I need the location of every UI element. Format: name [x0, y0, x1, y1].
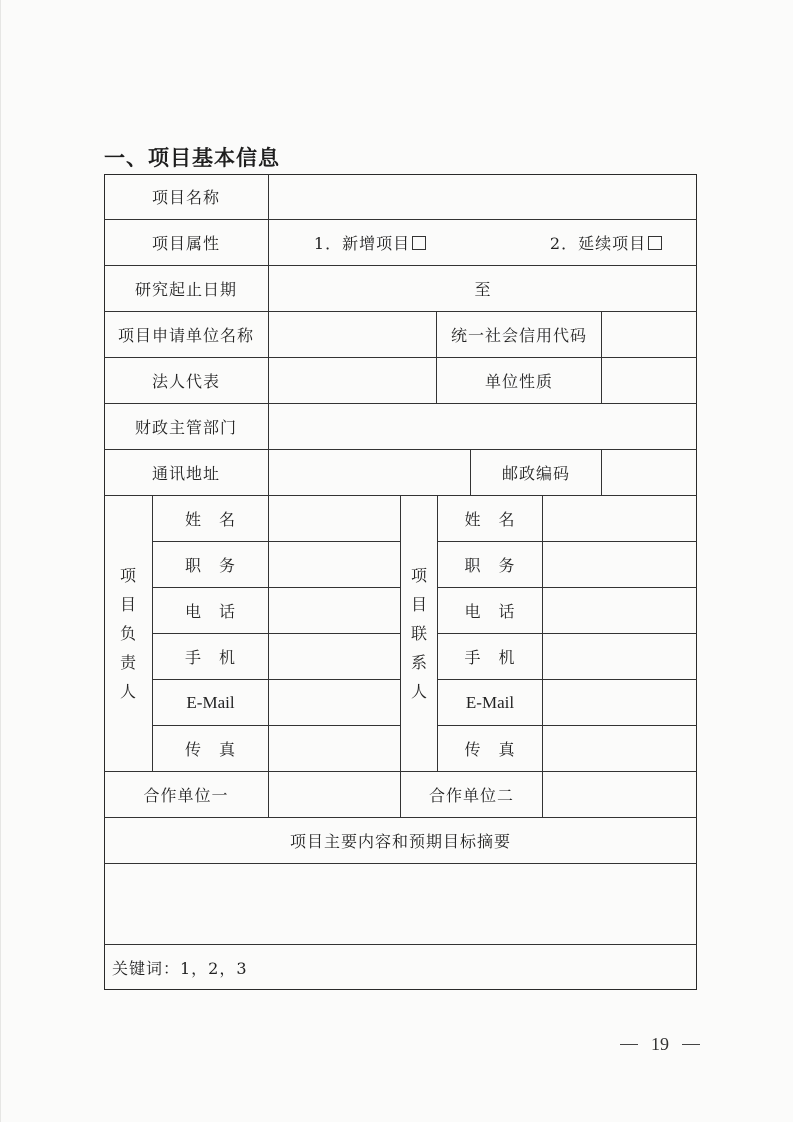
partner-2-label: 合作单位二: [428, 786, 514, 805]
leader-email-field[interactable]: [269, 680, 400, 725]
applicant-unit-label: 项目申请单位名称: [117, 326, 254, 345]
leader-group-char: 负: [119, 624, 136, 643]
dash-decoration: [620, 1044, 638, 1045]
page-number-text: 19: [651, 1034, 669, 1054]
legal-rep-field[interactable]: [269, 358, 436, 403]
leader-fax-label: 传 真: [184, 740, 236, 759]
credit-code-label: 统一社会信用代码: [450, 326, 587, 345]
address-field[interactable]: [269, 450, 470, 495]
leader-title-label: 职 务: [184, 556, 236, 575]
leader-group-char: 人: [119, 682, 136, 701]
leader-mobile-label: 手 机: [184, 648, 236, 667]
contact-fax-field[interactable]: [543, 726, 697, 771]
contact-title-field[interactable]: [543, 542, 697, 587]
partner-2-field[interactable]: [543, 772, 697, 817]
leader-name-label: 姓 名: [184, 510, 236, 529]
partner-1-label: 合作单位一: [143, 786, 229, 805]
attr-option-new[interactable]: [300, 220, 440, 265]
attr-option-new-label: 1．新增项目: [313, 234, 411, 253]
contact-group-char: 联: [410, 624, 427, 643]
contact-phone-label: 电 话: [464, 602, 516, 621]
attr-option-continue[interactable]: [536, 220, 676, 265]
partner-1-field[interactable]: [269, 772, 400, 817]
finance-dept-field[interactable]: [269, 404, 697, 449]
address-label: 通讯地址: [151, 464, 220, 483]
checkbox-icon[interactable]: [412, 236, 426, 250]
leader-group-label: [104, 496, 152, 771]
contact-email-label: E-Mail: [465, 692, 515, 712]
summary-label: 项目主要内容和预期目标摘要: [289, 832, 511, 851]
leader-fax-field[interactable]: [269, 726, 400, 771]
leader-name-field[interactable]: [269, 496, 400, 541]
contact-phone-field[interactable]: [543, 588, 697, 633]
research-dates-label: 研究起止日期: [134, 280, 237, 299]
contact-group-char: 项: [410, 566, 427, 585]
leader-mobile-field[interactable]: [269, 634, 400, 679]
unit-nature-field[interactable]: [602, 358, 697, 403]
postcode-label: 邮政编码: [501, 464, 570, 483]
section-title: 一、项目基本信息: [104, 146, 280, 170]
leader-group-char: 目: [119, 595, 136, 614]
contact-mobile-field[interactable]: [543, 634, 697, 679]
contact-group-label: [401, 496, 437, 771]
contact-title-label: 职 务: [464, 556, 516, 575]
project-name-field[interactable]: [269, 174, 697, 219]
leader-phone-label: 电 话: [184, 602, 236, 621]
unit-nature-label: 单位性质: [484, 372, 553, 391]
applicant-unit-field[interactable]: [269, 312, 436, 357]
leader-group-char: 项: [119, 566, 136, 585]
contact-mobile-label: 手 机: [464, 648, 516, 667]
leader-group-char: 责: [119, 653, 136, 672]
contact-name-field[interactable]: [543, 496, 697, 541]
research-dates-field[interactable]: [269, 266, 697, 311]
contact-email-field[interactable]: [543, 680, 697, 725]
project-info-form: [104, 174, 697, 990]
date-separator: 至: [474, 280, 492, 299]
legal-rep-label: 法人代表: [151, 372, 220, 391]
contact-fax-label: 传 真: [464, 740, 516, 759]
leader-phone-field[interactable]: [269, 588, 400, 633]
summary-field[interactable]: [104, 864, 697, 944]
dash-decoration: [682, 1044, 700, 1045]
project-attr-label: 项目属性: [151, 234, 220, 253]
contact-group-char: 人: [410, 682, 427, 701]
contact-group-char: 系: [410, 653, 427, 672]
attr-option-continue-label: 2．延续项目: [549, 234, 647, 253]
contact-name-label: 姓 名: [464, 510, 516, 529]
finance-dept-label: 财政主管部门: [134, 418, 237, 437]
credit-code-field[interactable]: [602, 312, 697, 357]
project-name-label: 项目名称: [151, 188, 220, 207]
leader-title-field[interactable]: [269, 542, 400, 587]
postcode-field[interactable]: [602, 450, 697, 495]
page-number: [620, 1034, 700, 1055]
keywords-field[interactable]: 关键词：1，2，3: [112, 959, 248, 978]
contact-group-char: 目: [410, 595, 427, 614]
checkbox-icon[interactable]: [648, 236, 662, 250]
leader-email-label: E-Mail: [186, 692, 235, 712]
